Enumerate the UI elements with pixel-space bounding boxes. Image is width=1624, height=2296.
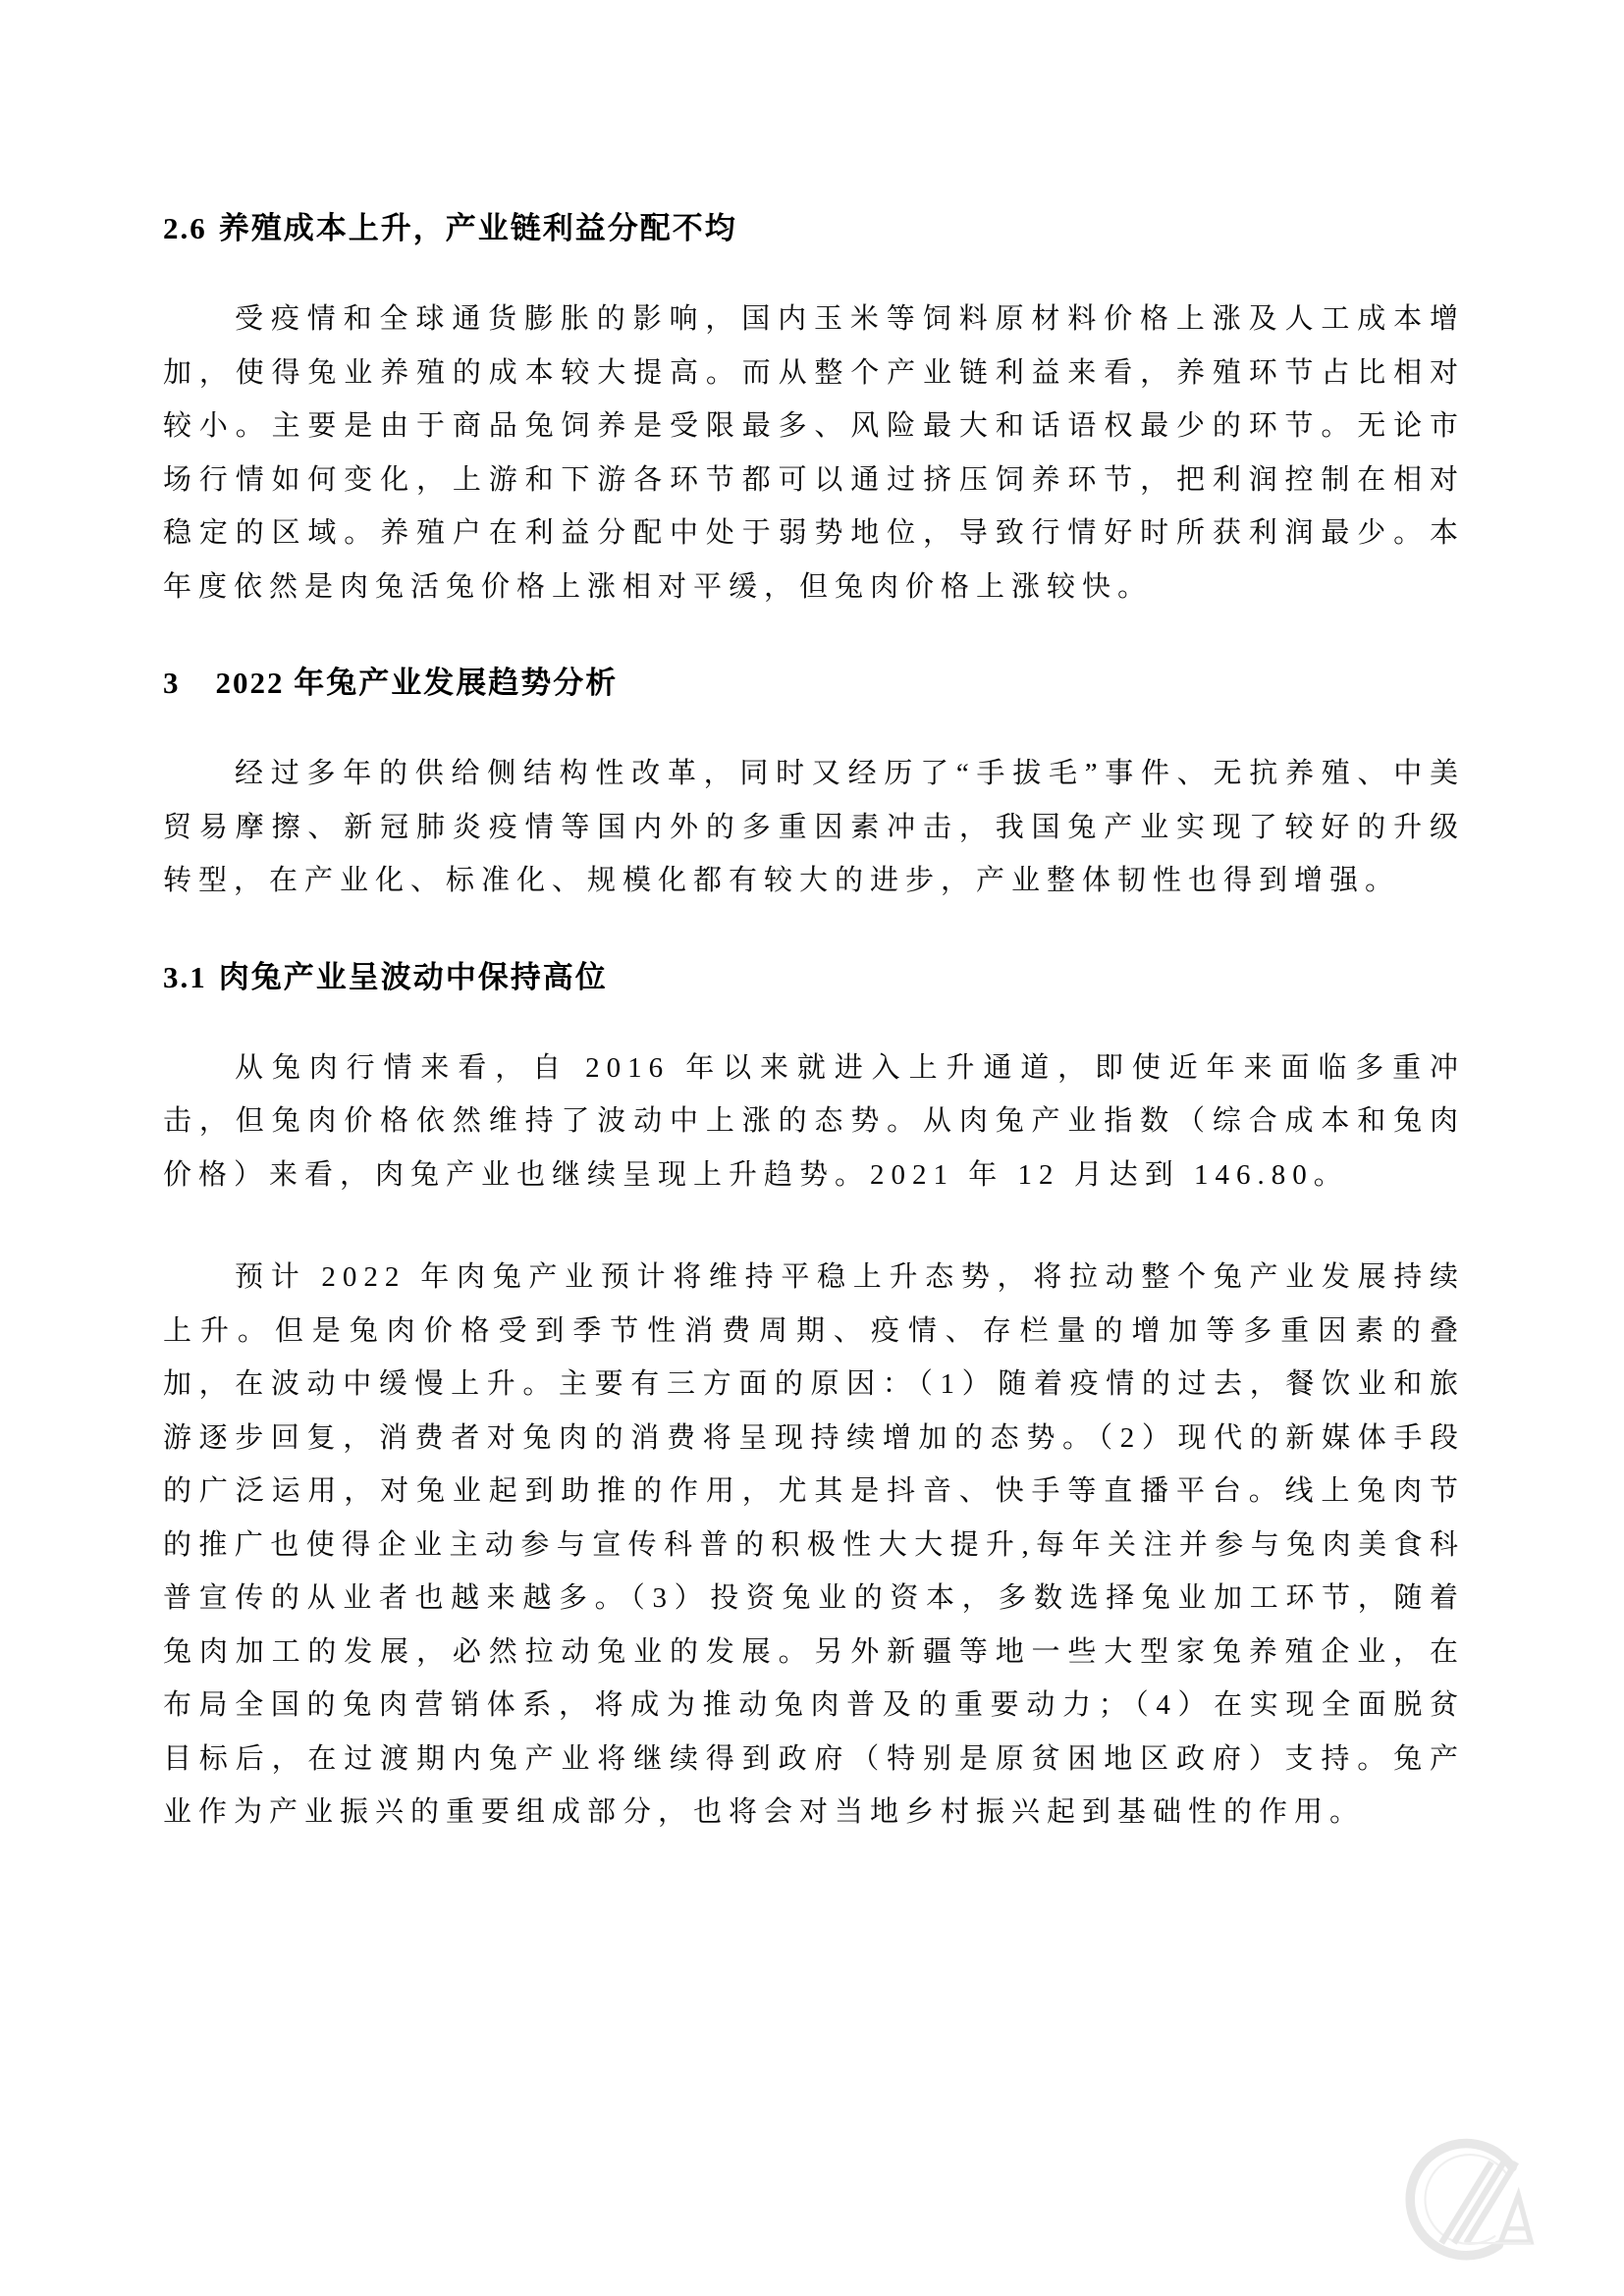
heading-number: 2.6 xyxy=(163,211,207,245)
section-heading-3 xyxy=(163,663,1465,704)
paragraph-cost-rise: 受疫情和全球通货膨胀的影响，国内玉米等饲料原材料价格上涨及人工成本增加，使得兔业养殖的成本较大提高。而从整个产业链利益来看，养殖环节占比相对较小。主要是由于商品兔饲养是受限最多、风险最大和话语权最少的环节。无论市场行情如何变化，上游和下游各环节都可以通过挤压饲养环节，把利润控制在相对稳定的区域。养殖户在利益分配中处于弱势地位，导致行情好时所获利润最少。本年度依然是肉兔活兔价格上涨相对平缓，但兔肉价格上涨较快。 xyxy=(163,303,1465,603)
paragraph-2022-outlook: 预计 2022 年肉兔产业预计将维持平稳上升态势，将拉动整个兔产业发展持续上升。但是兔肉价格受到季节性消费周期、疫情、存栏量的增加等多重因素的叠加，在波动中缓慢上升。主要有三方面的原因：（1）随着疫情的过去，餐饮业和旅游逐步回复，消费者对兔肉的消费将呈现持续增加的态势。（2）现代的新媒体手段的广泛运用，对兔业起到助推的作用，尤其是抖音、快手等直播平台。线上兔肉节的推广也使得企业主动参与宣传科普的积极性大大提升,每年关注并参与兔肉美食科普宣传的从业者也越来越多。（3）投资兔业的资本，多数选择兔业加工环节，随着兔肉加工的发展，必然拉动兔业的发展。另外新疆等地一些大型家兔养殖企业，在布局全国的兔肉营销体系，将成为推动兔肉普及的重要动力；（4）在实现全面脱贫目标后，在过渡期内兔产业将继续得到政府（特别是原贫困地区政府）支持。兔产业作为产业振兴的重要组成部分，也将会对当地乡村振兴起到基础性的作用。 xyxy=(163,1261,1465,1828)
paragraph-meat-rabbit-index: 从兔肉行情来看，自 2016 年以来就进入上升通道，即使近年来面临多重冲击，但兔肉价格依然维持了波动中上涨的态势。从肉兔产业指数（综合成本和兔肉价格）来看，肉兔产业也继续呈现上升趋势。2021 年 12 月达到 146.80。 xyxy=(163,1051,1465,1191)
section-heading-2-6 xyxy=(163,208,1465,249)
page-content xyxy=(163,208,1465,1889)
watermark-logo-icon xyxy=(1402,2133,1547,2278)
section-heading-3-1 xyxy=(163,957,1465,998)
heading-number: 3.1 xyxy=(163,959,207,994)
heading-title: 2022 年兔产业发展趋势分析 xyxy=(215,666,619,700)
heading-number: 3 xyxy=(163,666,181,700)
paragraph-reform-impact: 经过多年的供给侧结构性改革，同时又经历了“手拔毛”事件、无抗养殖、中美贸易摩擦、新冠肺炎疫情等国内外的多重因素冲击，我国兔产业实现了较好的升级转型，在产业化、标准化、规模化都有较大的进步，产业整体韧性也得到增强。 xyxy=(163,758,1465,896)
heading-title: 养殖成本上升，产业链利益分配不均 xyxy=(218,211,737,245)
heading-title: 肉兔产业呈波动中保持高位 xyxy=(218,959,608,994)
